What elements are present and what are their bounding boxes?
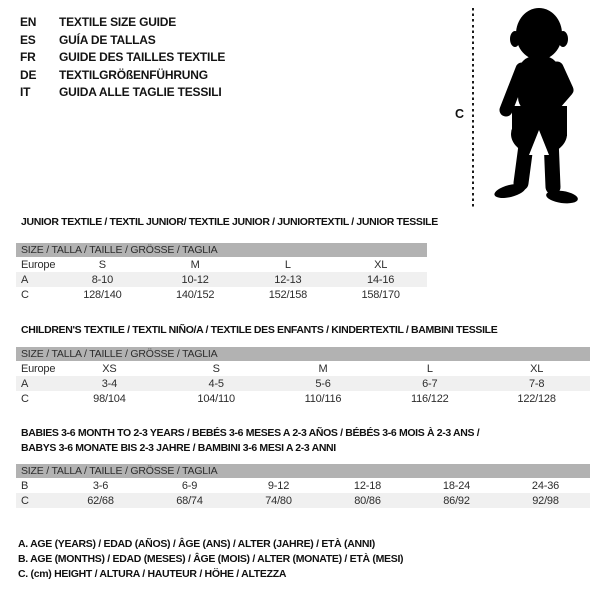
cell: 12-18	[353, 479, 382, 492]
babies-title-line-1: BABIES 3-6 MONTH TO 2-3 YEARS / BEBÉS 3-6 MESES A 2-3 AÑOS / BÉBÉS 3-6 MOIS À 2-3 ANS /	[21, 427, 480, 439]
cell: 12-13	[274, 273, 302, 286]
cell: 5-6	[315, 377, 331, 390]
cell: 104/110	[197, 392, 235, 405]
babies-title-line-2: BABYS 3-6 MONATE BIS 2-3 JAHRE / BAMBINI 3-6 MESI A 2-3 ANNI	[21, 442, 336, 454]
table-row-age-months	[16, 478, 590, 493]
row-label: Europe	[21, 362, 56, 375]
cell: M	[318, 362, 328, 375]
row-label: C	[21, 392, 29, 405]
baby-silhouette-icon	[482, 6, 594, 210]
footnotes	[18, 537, 403, 582]
cell: L	[426, 362, 433, 375]
cell: 7-8	[528, 377, 545, 390]
cell: 158/170	[361, 288, 400, 301]
cell: 140/152	[175, 288, 215, 301]
row-label: C	[21, 288, 29, 301]
language-label: GUIDE DES TAILLES TEXTILE	[59, 50, 226, 64]
cell: 80/86	[354, 494, 381, 507]
row-label: B	[21, 479, 29, 492]
cell: 6-9	[181, 479, 198, 492]
cell: 3-6	[92, 479, 109, 492]
junior-size-table	[16, 243, 427, 302]
cell: 6-7	[422, 377, 438, 390]
footnote-b: B. AGE (MONTHS) / EDAD (MESES) / ÂGE (MOIS) / ALTER (MONATE) / ETÀ (MESI)	[18, 553, 404, 565]
cell: 110/116	[304, 392, 342, 405]
language-row-de	[20, 67, 225, 85]
size-header-bar: SIZE / TALLA / TAILLE / GRÖSSE / TAGLIA	[16, 347, 590, 361]
language-code: DE	[20, 67, 37, 82]
cell: 68/74	[176, 494, 203, 507]
cell: XL	[374, 258, 388, 271]
height-measure-label: C	[455, 107, 465, 121]
size-header-bar: SIZE / TALLA / TAILLE / GRÖSSE / TAGLIA	[16, 243, 427, 257]
table-row-height	[16, 287, 427, 302]
language-label: TEXTILGRÖßENFÜHRUNG	[59, 67, 208, 82]
cell: 24-36	[531, 479, 560, 492]
row-label: Europe	[21, 258, 56, 271]
language-row-fr	[20, 49, 225, 67]
table-row-age	[16, 376, 590, 391]
cell: 74/80	[265, 494, 292, 507]
table-row-europe	[16, 361, 590, 376]
cell: 152/158	[268, 288, 308, 301]
language-label: GUÍA DE TALLAS	[59, 32, 156, 47]
cell: 10-12	[181, 273, 209, 286]
children-table-title: CHILDREN'S TEXTILE / TEXTIL NIÑO/A / TEXTILE DES ENFANTS / KINDERTEXTIL / BAMBINI TESSILE	[21, 324, 498, 336]
language-title-list	[20, 14, 225, 102]
cell: S	[98, 258, 106, 271]
language-label: TEXTILE SIZE GUIDE	[59, 15, 177, 29]
cell: S	[212, 362, 220, 375]
cell: 3-4	[101, 377, 118, 390]
babies-table-title	[21, 426, 479, 456]
table-row-age	[16, 272, 427, 287]
cell: 98/104	[93, 392, 126, 405]
cell: M	[190, 258, 200, 271]
height-dashed-line	[472, 8, 474, 209]
cell: 18-24	[442, 479, 471, 492]
table-row-height	[16, 391, 590, 406]
language-row-en	[20, 14, 225, 32]
cell: 4-5	[208, 377, 224, 390]
row-label: A	[21, 377, 29, 390]
babies-size-table	[16, 464, 590, 508]
language-row-es	[20, 32, 225, 50]
cell: 128/140	[83, 288, 122, 301]
language-code: ES	[20, 32, 36, 47]
cell: XS	[102, 362, 117, 375]
language-code: IT	[20, 85, 31, 99]
cell: 92/98	[532, 494, 559, 507]
children-size-table	[16, 347, 590, 406]
language-code: EN	[20, 15, 37, 29]
cell: 14-16	[367, 273, 395, 286]
cell: 116/122	[411, 392, 449, 405]
language-row-it	[20, 84, 225, 102]
table-row-height	[16, 493, 590, 508]
footnote-a: A. AGE (YEARS) / EDAD (AÑOS) / ÂGE (ANS) / ALTER (JAHRE) / ETÀ (ANNI)	[18, 538, 375, 550]
junior-table-title: JUNIOR TEXTILE / TEXTIL JUNIOR/ TEXTILE JUNIOR / JUNIORTEXTIL / JUNIOR TESSILE	[21, 216, 438, 228]
cell: XL	[530, 362, 544, 375]
row-label: A	[21, 273, 29, 286]
cell: 122/128	[517, 392, 556, 405]
footnote-c: C. (cm) HEIGHT / ALTURA / HAUTEUR / HÖHE / ALTEZZA	[18, 568, 287, 580]
size-header-bar: SIZE / TALLA / TAILLE / GRÖSSE / TAGLIA	[16, 464, 590, 478]
cell: 8-10	[91, 273, 113, 286]
cell: 86/92	[443, 494, 470, 507]
cell: L	[284, 258, 291, 271]
language-label: GUIDA ALLE TAGLIE TESSILI	[59, 85, 222, 99]
language-code: FR	[20, 50, 36, 64]
row-label: C	[21, 494, 29, 507]
table-row-europe	[16, 257, 427, 272]
cell: 62/68	[87, 494, 114, 507]
cell: 9-12	[267, 479, 290, 492]
